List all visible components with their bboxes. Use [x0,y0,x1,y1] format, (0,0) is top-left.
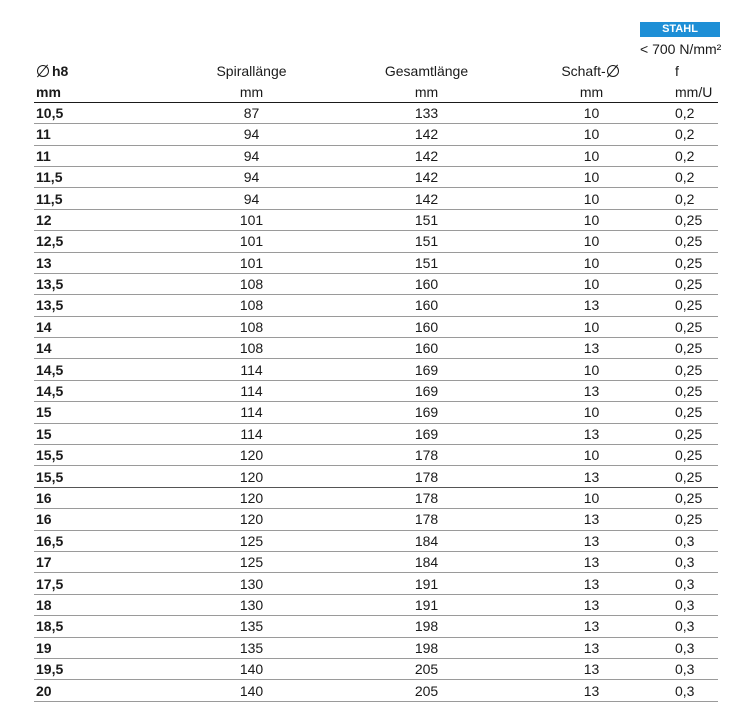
feed-cell: 0,25 [639,466,718,487]
shank-diameter-header [514,61,639,81]
feed-cell: 0,3 [639,658,718,679]
feed-cell: 0,2 [639,166,718,187]
feed-cell: 0,3 [639,637,718,658]
table-row [34,188,718,209]
diameter-cell: 15,5 [34,466,144,487]
total-length-cell: 184 [329,530,514,551]
diameter-cell: 17,5 [34,573,144,594]
table-row [34,359,718,380]
shank-diameter-cell: 13 [514,658,639,679]
diameter-cell: 17 [34,551,144,572]
spiral-length-cell: 94 [144,166,329,187]
diameter-unit: mm [34,81,144,102]
total-length-cell: 184 [329,551,514,572]
feed-unit: mm/U [639,81,718,102]
feed-cell: 0,2 [639,188,718,209]
shank-diameter-cell: 13 [514,338,639,359]
total-length-cell: 169 [329,359,514,380]
total-length-cell: 133 [329,102,514,123]
total-length-cell: 151 [329,231,514,252]
spiral-length-cell: 135 [144,616,329,637]
spiral-length-cell: 108 [144,295,329,316]
table-row [34,466,718,487]
spiral-length-cell: 135 [144,637,329,658]
feed-cell: 0,2 [639,124,718,145]
shank-diameter-cell: 13 [514,551,639,572]
feed-cell: 0,25 [639,316,718,337]
shank-diameter-cell: 10 [514,402,639,423]
table-row [34,145,718,166]
shank-diameter-cell: 10 [514,145,639,166]
spiral-length-cell: 125 [144,551,329,572]
spiral-length-cell: 108 [144,338,329,359]
diameter-cell: 16,5 [34,530,144,551]
feed-cell: 0,25 [639,509,718,530]
table-row [34,402,718,423]
diameter-cell: 14,5 [34,380,144,401]
table-row [34,166,718,187]
total-length-cell: 169 [329,380,514,401]
feed-cell: 0,25 [639,402,718,423]
table-row [34,423,718,444]
table-row [34,209,718,230]
feed-cell: 0,25 [639,252,718,273]
material-badge: STAHL [640,22,720,37]
diameter-cell: 11,5 [34,166,144,187]
table-row [34,573,718,594]
shank-diameter-cell: 10 [514,209,639,230]
feed-cell: 0,3 [639,616,718,637]
shank-diameter-cell: 10 [514,166,639,187]
shank-diameter-cell: 13 [514,616,639,637]
table-row [34,445,718,466]
total-length-cell: 178 [329,466,514,487]
diameter-cell: 18,5 [34,616,144,637]
shank-diameter-cell: 13 [514,380,639,401]
diameter-cell: 19,5 [34,658,144,679]
diameter-cell: 11 [34,124,144,145]
spiral-length-cell: 130 [144,594,329,615]
spiral-length-cell: 140 [144,680,329,701]
total-length-cell: 142 [329,188,514,209]
spiral-length-cell: 101 [144,252,329,273]
feed-header: f [675,63,679,80]
diameter-cell: 14 [34,338,144,359]
total-length-cell: 151 [329,209,514,230]
spiral-length-cell: 114 [144,402,329,423]
table-row [34,509,718,530]
feed-cell: 0,3 [639,594,718,615]
diameter-cell: 11 [34,145,144,166]
table-row [34,102,718,123]
table-row [34,616,718,637]
diameter-cell: 13 [34,252,144,273]
spiral-length-unit: mm [144,81,329,102]
feed-cell: 0,25 [639,273,718,294]
total-length-cell: 142 [329,124,514,145]
material-strength: < 700 N/mm² [640,41,722,57]
total-length-header: Gesamtlänge [384,63,469,80]
table-row [34,124,718,145]
diameter-cell: 15 [34,402,144,423]
shank-diameter-cell: 10 [514,273,639,294]
diameter-header [34,61,144,81]
table-row [34,338,718,359]
total-length-cell: 169 [329,423,514,444]
spiral-length-cell: 120 [144,466,329,487]
diameter-cell: 14,5 [34,359,144,380]
diameter-cell: 16 [34,509,144,530]
spiral-length-cell: 114 [144,380,329,401]
diameter-cell: 11,5 [34,188,144,209]
feed-cell: 0,3 [639,680,718,701]
total-length-cell: 142 [329,145,514,166]
feed-cell: 0,25 [639,209,718,230]
spiral-length-cell: 120 [144,445,329,466]
spiral-length-cell: 114 [144,423,329,444]
feed-cell: 0,25 [639,231,718,252]
table-row [34,273,718,294]
spiral-length-cell: 108 [144,273,329,294]
diameter-cell: 13,5 [34,273,144,294]
table-row [34,658,718,679]
table-row [34,295,718,316]
diameter-cell: 16 [34,487,144,508]
shank-diameter-cell: 10 [514,231,639,252]
diameter-cell: 15 [34,423,144,444]
spiral-length-cell: 94 [144,188,329,209]
spiral-length-cell: 130 [144,573,329,594]
spiral-length-cell: 94 [144,145,329,166]
feed-cell: 0,3 [639,530,718,551]
shank-diameter-cell: 13 [514,295,639,316]
shank-diameter-cell: 13 [514,530,639,551]
spiral-length-cell: 101 [144,209,329,230]
table-row [34,487,718,508]
total-length-cell: 160 [329,316,514,337]
feed-cell: 0,25 [639,338,718,359]
feed-cell: 0,25 [639,380,718,401]
feed-cell: 0,3 [639,573,718,594]
units-row [34,81,718,102]
shank-diameter-cell: 10 [514,188,639,209]
diameter-cell: 13,5 [34,295,144,316]
shank-diameter-cell: 13 [514,509,639,530]
total-length-cell: 142 [329,166,514,187]
spiral-length-header: Spirallänge [216,63,287,80]
table-row [34,594,718,615]
table-row [34,530,718,551]
shank-diameter-cell: 13 [514,573,639,594]
shank-diameter-cell: 13 [514,680,639,701]
total-length-cell: 160 [329,338,514,359]
table-row [34,551,718,572]
diameter-cell: 20 [34,680,144,701]
spiral-length-cell: 87 [144,102,329,123]
feed-cell: 0,25 [639,295,718,316]
diameter-header-label: h8 [52,63,69,80]
total-length-cell: 191 [329,573,514,594]
feed-cell: 0,2 [639,145,718,166]
spiral-length-cell: 120 [144,509,329,530]
diameter-icon [606,64,620,78]
diameter-cell: 18 [34,594,144,615]
total-length-cell: 198 [329,637,514,658]
shank-diameter-cell: 10 [514,359,639,380]
shank-diameter-cell: 13 [514,466,639,487]
total-length-cell: 169 [329,402,514,423]
shank-diameter-cell: 10 [514,102,639,123]
total-length-cell: 151 [329,252,514,273]
table-row [34,380,718,401]
spiral-length-cell: 125 [144,530,329,551]
spiral-length-cell: 94 [144,124,329,145]
shank-diameter-cell: 13 [514,423,639,444]
total-length-cell: 160 [329,273,514,294]
diameter-cell: 10,5 [34,102,144,123]
shank-diameter-cell: 13 [514,637,639,658]
total-length-cell: 178 [329,445,514,466]
shank-diameter-cell: 13 [514,594,639,615]
total-length-cell: 205 [329,680,514,701]
spiral-length-cell: 120 [144,487,329,508]
shank-diameter-cell: 10 [514,445,639,466]
diameter-cell: 12 [34,209,144,230]
diameter-cell: 12,5 [34,231,144,252]
total-length-cell: 198 [329,616,514,637]
table-row [34,637,718,658]
spiral-length-cell: 114 [144,359,329,380]
total-length-cell: 178 [329,487,514,508]
feed-cell: 0,25 [639,423,718,444]
shank-unit: mm [514,81,639,102]
drill-dimensions-table [34,61,718,702]
feed-cell: 0,2 [639,102,718,123]
total-length-cell: 178 [329,509,514,530]
total-length-cell: 205 [329,658,514,679]
shank-diameter-cell: 10 [514,252,639,273]
total-length-cell: 191 [329,594,514,615]
diameter-cell: 14 [34,316,144,337]
feed-cell: 0,25 [639,487,718,508]
diameter-cell: 19 [34,637,144,658]
spiral-length-cell: 140 [144,658,329,679]
feed-cell: 0,25 [639,445,718,466]
diameter-icon [36,64,50,78]
total-length-cell: 160 [329,295,514,316]
spiral-length-cell: 108 [144,316,329,337]
header-row [34,61,718,81]
spiral-length-cell: 101 [144,231,329,252]
table-row [34,316,718,337]
total-length-unit: mm [329,81,514,102]
table-row [34,680,718,701]
table-row [34,252,718,273]
feed-cell: 0,25 [639,359,718,380]
feed-cell: 0,3 [639,551,718,572]
shank-header-label: Schaft- [561,63,606,80]
diameter-cell: 15,5 [34,445,144,466]
shank-diameter-cell: 10 [514,124,639,145]
shank-diameter-cell: 10 [514,487,639,508]
table-row [34,231,718,252]
shank-diameter-cell: 10 [514,316,639,337]
